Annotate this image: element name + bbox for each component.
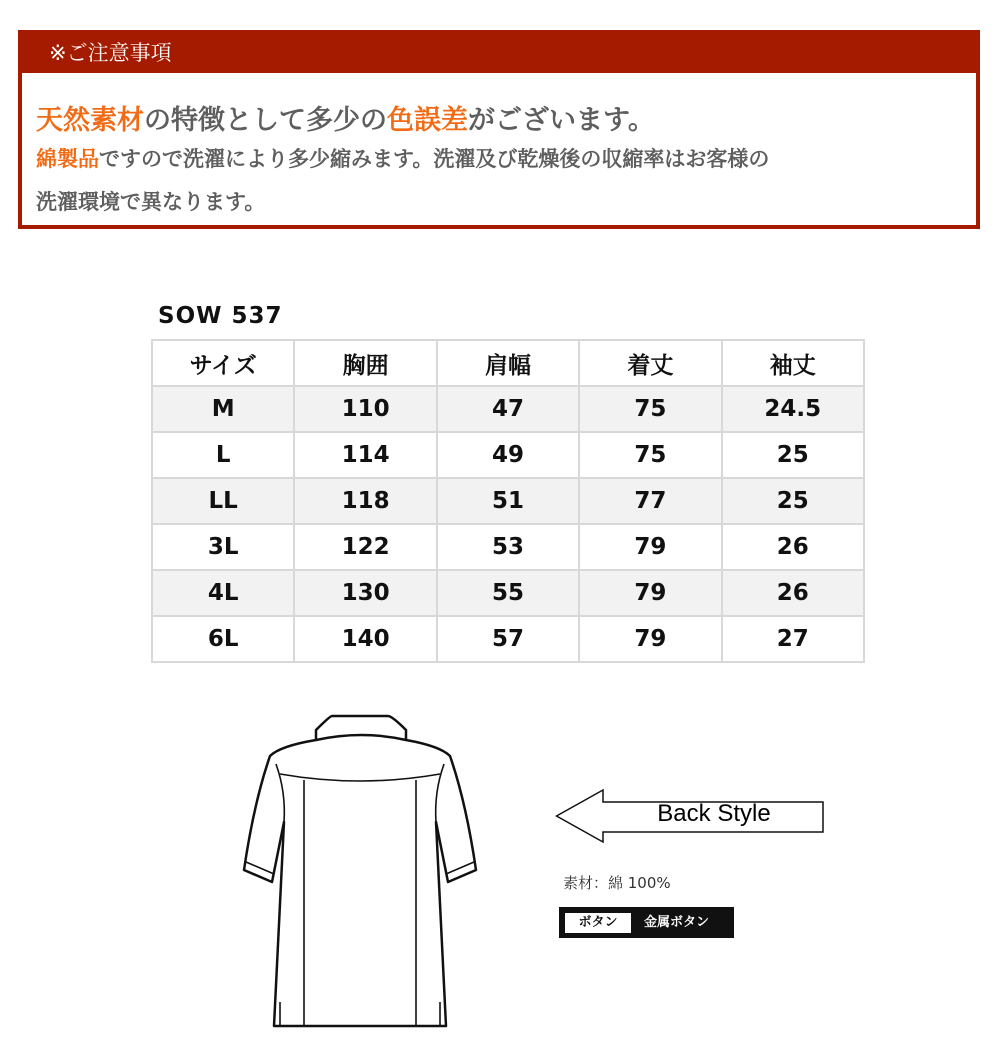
table-cell: 75 <box>579 432 721 478</box>
table-cell: 26 <box>722 524 864 570</box>
table-row <box>152 432 864 478</box>
table-cell: 27 <box>722 616 864 662</box>
button-info-key: ボタン <box>565 913 631 933</box>
button-info-badge <box>559 907 734 938</box>
table-cell: L <box>152 432 294 478</box>
header-length: 着丈 <box>579 340 721 386</box>
table-cell: 55 <box>437 570 579 616</box>
table-cell: 57 <box>437 616 579 662</box>
table-cell: 51 <box>437 478 579 524</box>
material-text: 素材：綿 100% <box>563 874 671 892</box>
table-row <box>152 478 864 524</box>
table-cell: 79 <box>579 616 721 662</box>
table-cell: 49 <box>437 432 579 478</box>
notice-line-color-difference <box>36 98 655 137</box>
table-cell: 79 <box>579 524 721 570</box>
highlight-color-difference: 色誤差 <box>387 105 468 136</box>
notice-text: ですので洗濯により多少縮みます。洗濯及び乾燥後の収縮率はお客様の <box>99 147 770 171</box>
table-cell: 47 <box>437 386 579 432</box>
notice-line-shrinkage <box>36 143 769 173</box>
model-number: SOW 537 <box>158 303 283 329</box>
table-cell: 25 <box>722 478 864 524</box>
button-info-value: 金属ボタン <box>644 915 710 930</box>
table-cell: 24.5 <box>722 386 864 432</box>
table-cell: 122 <box>294 524 436 570</box>
table-row <box>152 570 864 616</box>
table-cell: 3L <box>152 524 294 570</box>
table-row <box>152 616 864 662</box>
table-row <box>152 524 864 570</box>
table-cell: M <box>152 386 294 432</box>
table-cell: 77 <box>579 478 721 524</box>
table-cell: 26 <box>722 570 864 616</box>
table-cell: 130 <box>294 570 436 616</box>
table-cell: 6L <box>152 616 294 662</box>
table-cell: 110 <box>294 386 436 432</box>
table-cell: 53 <box>437 524 579 570</box>
notice-text: がございます。 <box>468 105 655 136</box>
notice-line-environment: 洗濯環境で異なります。 <box>36 190 266 214</box>
table-cell: LL <box>152 478 294 524</box>
shirt-back-illustration <box>240 712 490 1032</box>
table-cell: 75 <box>579 386 721 432</box>
header-sleeve: 袖丈 <box>722 340 864 386</box>
table-cell: 118 <box>294 478 436 524</box>
notice-header: ※ご注意事項 <box>21 33 977 73</box>
header-shoulder: 肩幅 <box>437 340 579 386</box>
table-cell: 25 <box>722 432 864 478</box>
table-cell: 4L <box>152 570 294 616</box>
size-table <box>151 339 865 663</box>
highlight-natural-material: 天然素材 <box>36 105 144 136</box>
header-chest: 胸囲 <box>294 340 436 386</box>
table-cell: 114 <box>294 432 436 478</box>
table-cell: 79 <box>579 570 721 616</box>
notice-text: の特徴として多少の <box>144 105 387 136</box>
highlight-cotton-product: 綿製品 <box>36 147 99 171</box>
table-row <box>152 386 864 432</box>
back-style-label: Back Style <box>657 800 771 827</box>
header-size: サイズ <box>152 340 294 386</box>
size-table-header-row <box>152 340 864 386</box>
table-cell: 140 <box>294 616 436 662</box>
notice-box <box>18 30 980 229</box>
